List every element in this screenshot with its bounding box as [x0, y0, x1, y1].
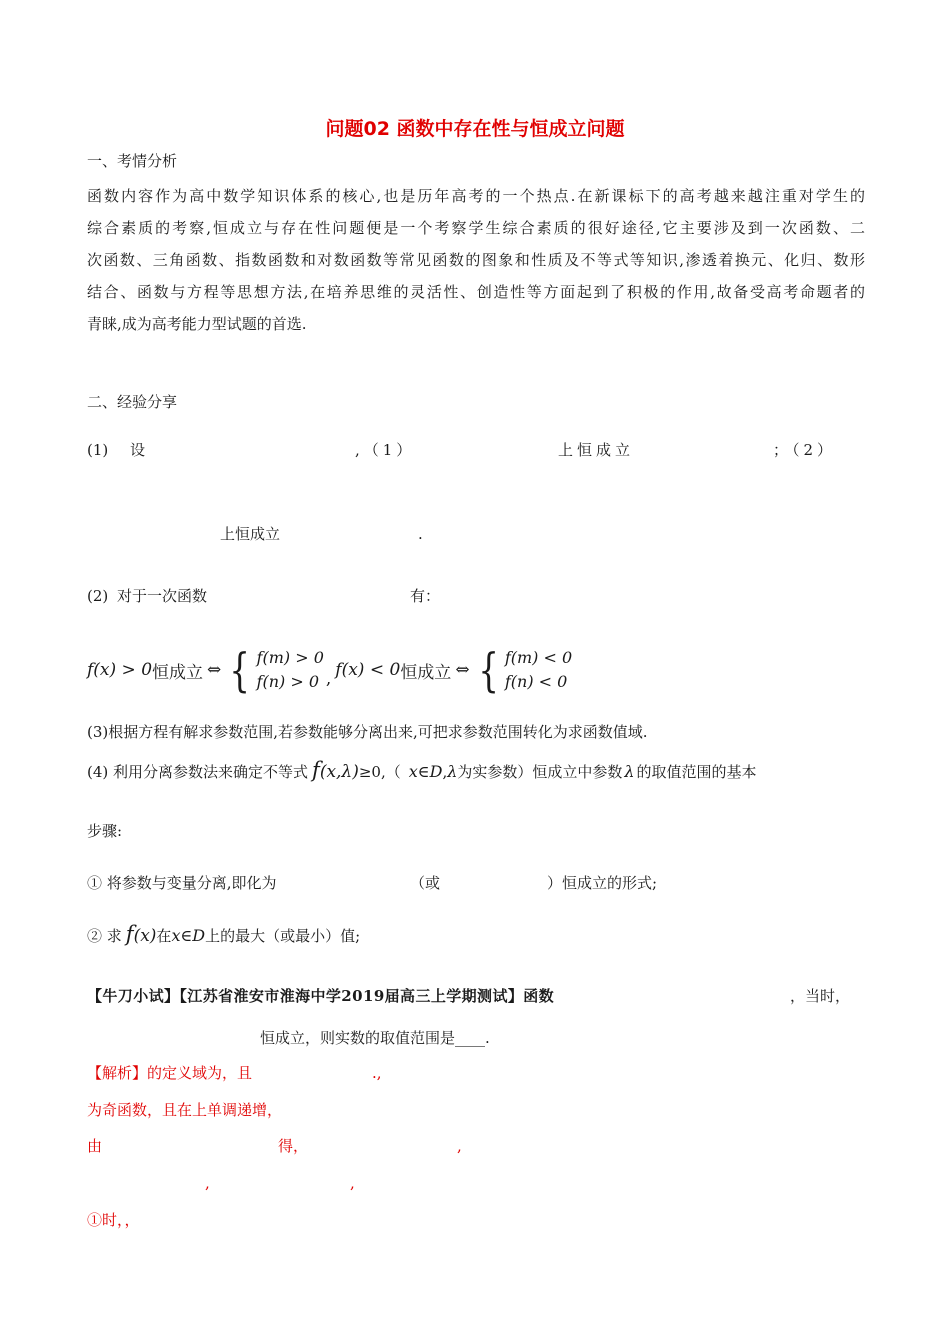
solution-line-3b: 得， [278, 1137, 309, 1155]
intro-line-3: 次函数、三角函数、指数函数和对数函数等常见函数的图象和性质及不等式等知识,渗透着换元、化归、数形 [87, 251, 865, 269]
step2-text-c: 上的最大（或最小）值; [205, 927, 361, 945]
piecewise-formula [87, 645, 572, 695]
item4-text-d: 为实参数）恒成立中参数 [457, 763, 623, 781]
solution-line-4a: , [205, 1174, 210, 1192]
item4-f: f [312, 758, 320, 782]
step2-text-b: 在 [156, 927, 172, 945]
intro-line-4: 结合、函数与方程等思想方法,在培养思维的灵活性、创造性等方面起到了积极的作用,故备受高考命题者的 [87, 283, 865, 301]
item4-text-a: (4) 利用分离参数法来确定不等式 [87, 763, 309, 781]
item1-text-f: . [418, 525, 423, 543]
step2-text-a: ② 求 [87, 927, 122, 945]
iff-symbol-2: ⇔ [455, 660, 470, 680]
solution-line-1-end: ., [372, 1064, 382, 1082]
formula-case-1a: f(m) > 0 [256, 648, 324, 667]
solution-line-3c: , [457, 1137, 462, 1155]
formula-left-1: f(x) > 0 [87, 660, 153, 680]
solution-line-3a: 由 [87, 1137, 103, 1155]
section-heading-experience: 二、经验分享 [87, 393, 178, 411]
step2-x-in-d: x∈D [171, 926, 206, 945]
item4-lambda: λ [447, 762, 458, 781]
solution-line-2: 为奇函数，且在上单调递增， [87, 1101, 283, 1119]
trial-heading: 【牛刀小试】【江苏省淮安市淮海中学2019届高三上学期测试】函数 [87, 987, 555, 1005]
item2-number: (2) [87, 587, 109, 605]
solution-line-5: ①时，， [87, 1211, 140, 1229]
item4-text-c: , [442, 763, 448, 781]
item2-text-b: 有： [410, 587, 441, 605]
item1-text-a: 设 [130, 441, 146, 459]
item4-x-in-d: x∈D [408, 762, 443, 781]
formula-case-1b: f(n) > 0 [256, 672, 320, 691]
iff-symbol-1: ⇔ [207, 660, 222, 680]
formula-case-2b: f(n) < 0 [504, 672, 568, 691]
formula-cond-1: 恒成立 [152, 662, 204, 683]
solution-line-4b: , [350, 1174, 355, 1192]
step2-line [87, 922, 360, 947]
formula-case-2a: f(m) < 0 [504, 648, 573, 667]
step2-args: (x) [133, 926, 157, 946]
item1-text-c: 上恒成立 [558, 441, 635, 459]
item3-text: (3)根据方程有解求参数范围,若参数能够分离出来,可把求参数范围转化为求函数值域. [87, 723, 648, 741]
item1-text-b: ,（1） [355, 441, 416, 459]
item4-lambda-2: λ [624, 762, 635, 781]
step1-text-b: （或 [410, 874, 441, 892]
formula-left-2: f(x) < 0 [335, 660, 401, 680]
intro-line-1: 函数内容作为高中数学知识体系的核心,也是历年高考的一个热点.在新课标下的高考越来越注重对学生的 [87, 187, 865, 205]
formula-cond-2: 恒成立 [400, 662, 452, 683]
item4-ge: ≥0 [358, 763, 381, 781]
item1-text-d: ；（2） [773, 441, 837, 459]
section-heading-analysis: 一、考情分析 [87, 152, 178, 170]
intro-line-2: 综合素质的考察,恒成立与存在性问题便是一个考察学生综合素质的很好途径,它主要涉及到一次函数、二 [87, 219, 865, 237]
item4-line [87, 758, 865, 783]
step1-text-c: ）恒成立的形式; [547, 874, 658, 892]
page-title: 问题02 函数中存在性与恒成立问题 [325, 118, 625, 140]
trial-text-c: 恒成立，则实数的取值范围是____. [260, 1029, 490, 1047]
item2-text-a: 对于一次函数 [117, 587, 208, 605]
solution-line-1: 【解析】的定义域为，且 [87, 1064, 253, 1082]
item4-text-b: ,（ [380, 763, 401, 781]
step2-f: f [125, 922, 134, 946]
formula-comma: , [325, 669, 332, 689]
step1-text-a: ① 将参数与变量分离,即化为 [87, 874, 277, 892]
left-brace-2: { [477, 643, 499, 697]
item4-text-e: 的取值范围的基本 [636, 763, 757, 781]
item1-number: (1) [87, 441, 109, 459]
item1-text-e: 上恒成立 [220, 525, 281, 543]
left-brace-1: { [229, 643, 251, 697]
intro-line-5: 青睐,成为高考能力型试题的首选. [87, 315, 307, 333]
item4-args: (x,λ) [319, 762, 359, 782]
item4-steps-label: 步骤: [87, 822, 123, 840]
trial-text-b: ，当时， [790, 987, 851, 1005]
